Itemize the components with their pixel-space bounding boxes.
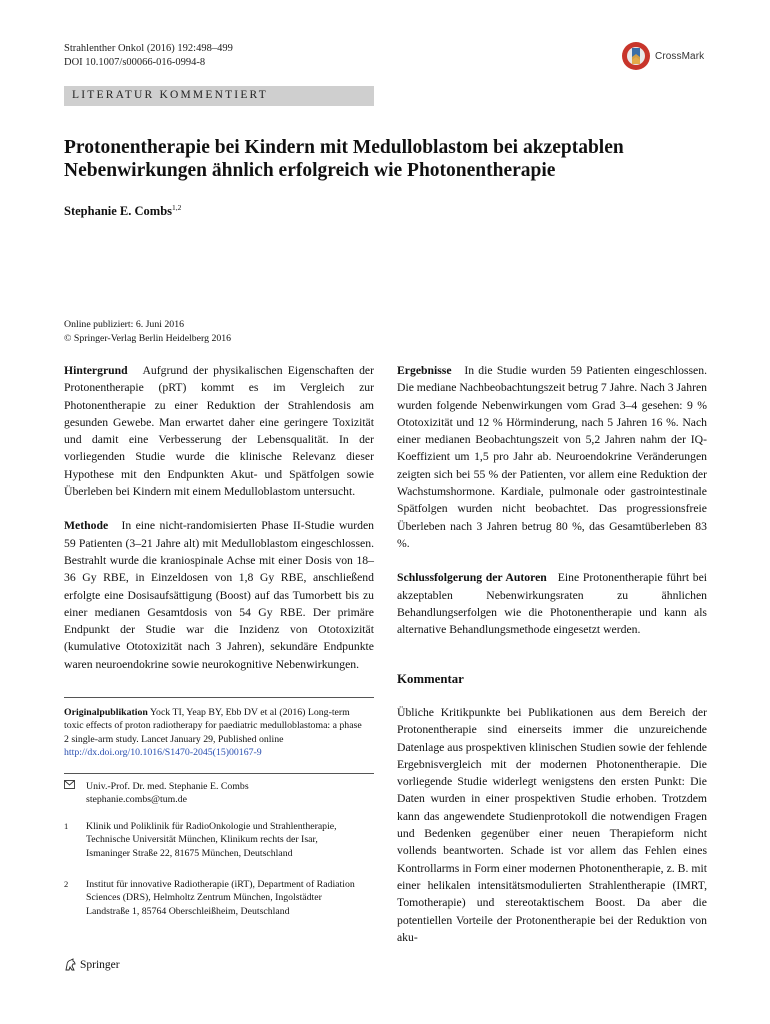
crossmark-icon [621,41,651,71]
author-name: Stephanie E. Combs [64,204,173,219]
hintergrund-paragraph [64,362,374,500]
contact-block [64,780,364,807]
methode-label: Methode [64,519,109,533]
crossmark-badge[interactable] [621,40,731,72]
contact-email[interactable]: stephanie.combs@tum.de [86,794,187,806]
affiliation-2 [64,878,364,918]
affiliation-2-text: Institut für innovative Radiotherapie (iRT), Department of Radiation Sciences (DRS), Helmholtz Zentrum München, Ingolstädter Landstraße 1, 85764 Oberschleißheim, Deutschland [86,879,355,917]
affiliation-2-number: 2 [64,879,69,889]
online-published: Online publiziert: 6. Juni 2016 [64,319,184,330]
footnote-divider [64,697,374,698]
affiliation-1-number: 1 [64,821,69,831]
kommentar-heading: Kommentar [397,672,464,686]
methode-text: In eine nicht-randomisierten Phase II-Studie wurden 59 Patienten (3–21 Jahre alt) mit Medulloblastom eingeschlossen. Bestrahlt wurde die kraniospinale Achse mit einer Dosis von 18–36 Gy RBE, in Einzeldosen von 1,8 Gy RBE, anschließend erfolgte eine Dosisaufsättigung (Boost) auf das Tumorbett bis zu einer medianen Gesamtdosis von 54 Gy RBE. Der primäre Endpunkt der Studie war die Inzidenz von Ototoxizität (kumulative Ototoxizität nach 3 Jahren), sekundäre Endpunkte waren neuroendokrine sowie neurokognitive Nebenwirkungen. [64,519,374,671]
original-publication-text: Yock TI, Yeap BY, Ebb DV et al (2016) Long-term toxic effects of proton radiotherapy for paediatric medulloblastoma: a phase 2 single-arm study. Lancet January 29, Published online [64,707,362,745]
original-publication-link[interactable]: http://dx.doi.org/10.1016/S1470-2045(15)00167-9 [64,746,262,758]
hintergrund-text: Aufgrund der physikalischen Eigenschaften der Protonentherapie (pRT) kommt es im Vergleich zur Photonentherapie zu einer Reduktion der Strahlendosis am gesunden Gewebe. Man erwartet daher eine geringere Toxizität und damit eine Verbesserung der Lebensqualität. In der vorliegenden Studie wurde die klinische Relevanz dieser Hypothese mit den Endpunkten Akut- und Spätfolgen sowie Überleben bei Kindern mit einem Medulloblastom untersucht. [64,364,375,499]
section-category-bar [64,86,374,106]
author-line [64,203,181,219]
schlussfolgerung-text: Eine Protonentherapie führt bei akzeptablen Nebenwirkungsraten zu ähnlichen Behandlungserfolgen wie die Photonentherapie und kann als alternative Behandlungsmethode eingesetzt werden. [397,571,708,637]
publication-info [64,318,231,345]
hintergrund-label: Hintergrund [64,364,128,377]
ergebnisse-text: In die Studie wurden 59 Patienten eingeschlossen. Die mediane Nachbeobachtungszeit betrug 7 Jahre. Nach 3 Jahren wurden folgende Nebenwirkungen vom Grad 3–4 gesehen: 9 % Ototoxizität und 12 % Hörminderung, nach 5 Jahren 16 %. Nach einer medianen Beobachtungszeit von 5,2 Jahren nahm der IQ-Koeffizient um 1,5 pro Jahr ab. Neuroendokrine Veränderungen zeigten sich bei 55 % der Patienten, vor allem eine Reduktion der Wachstumshormone. Kardiale, pulmonale oder gastrointestinale Spätfolgen wurden nicht beobachtet. Das progressionsfreie Überleben nach 3 Jahren betrug 80 %, das Gesamtüberleben 83 %. [397,364,707,550]
publisher-name: Springer [80,958,120,971]
original-publication-label: Originalpublikation [64,707,148,718]
affiliation-1 [64,820,364,860]
contact-divider [64,773,374,774]
copyright: © Springer-Verlag Berlin Heidelberg 2016 [64,332,232,344]
section-category-label: LITERATUR KOMMENTIERT [72,89,268,101]
envelope-icon [64,780,82,793]
ergebnisse-label: Ergebnisse [397,364,452,377]
article-title: Protonentherapie bei Kindern mit Medulloblastom bei akzeptablen Nebenwirkungen ähnlich erfolgreich wie Photonentherapie [64,137,624,181]
schlussfolgerung-paragraph [397,569,707,638]
doi[interactable]: DOI 10.1007/s00066-016-0994-8 [64,57,206,68]
left-column [64,362,374,673]
ergebnisse-paragraph [397,362,707,552]
kommentar-text: Übliche Kritikpunkte bei Publikationen aus dem Bereich der Protonentherapie sind einerseits immer die unzureichende Datenlage aus prospektiven klinischen Studien sowie der fehlende Ergebnisvergleich mit der modernen Photonentherapie. Die vorliegende Studie widerlegt wenigstens den ersten Punkt: Die Daten wurden in einer prospektiven Studie erhoben. Trotzdem kann das angewendete Studienprotokoll die notwendigen Fragen und Bedenken gegenüber einer neuen Therapieform nicht vollends beantworten. Schade ist vor allem das Fehlen eines Kontrollarms in Form einer modernen Photonentherapie, z. B. mit einer helikalen intensitätsmodulierten Strahlentherapie (IMRT, Tomotherapie) und stereotaktischem Boost. Da aber die potentiellen Vorteile der Protonentherapie bei der Reduktion von aku- [397,706,707,944]
contact-name: Univ.-Prof. Dr. med. Stephanie E. Combs [86,781,249,792]
journal-citation: Strahlenther Onkol (2016) 192:498–499 [64,43,233,54]
springer-footer-logo [64,958,120,971]
crossmark-label: CrossMark [655,50,705,62]
author-affiliation-marks: 1,2 [172,203,182,212]
original-publication [64,706,364,759]
schlussfolgerung-label: Schlussfolgerung der Autoren [397,571,547,585]
affiliation-1-text: Klinik und Poliklinik für RadioOnkologie und Strahlentherapie, Technische Universität München, Klinikum rechts der Isar, Ismaninger Straße 22, 81675 München, Deutschland [86,821,337,859]
right-column [397,362,707,638]
springer-horse-icon [64,958,77,971]
methode-paragraph [64,517,374,673]
